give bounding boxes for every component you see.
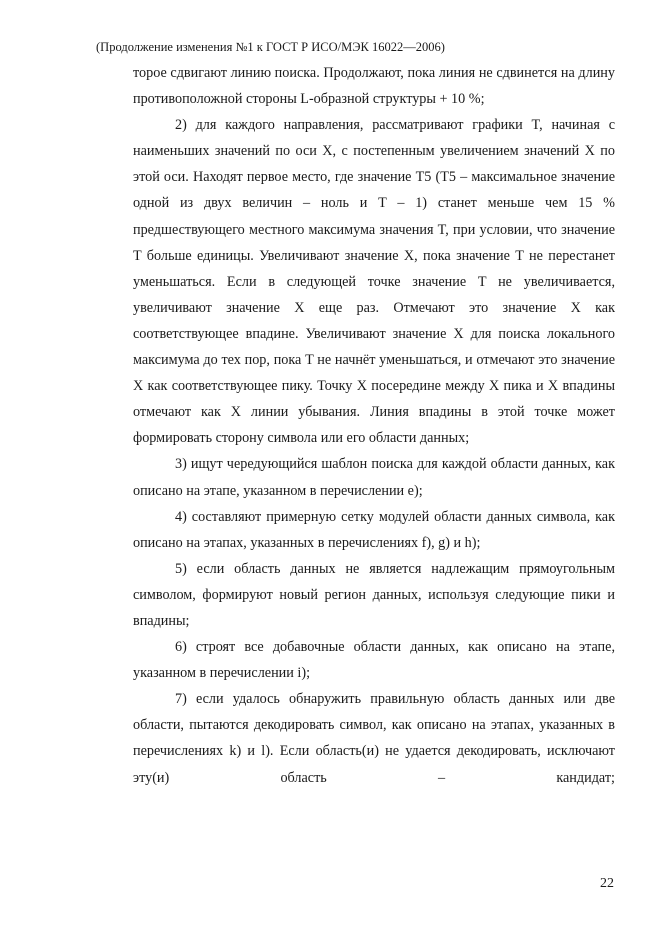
paragraph-step-3: 3) ищут чередующийся шаблон поиска для каждой области данных, как описано на этапе, указанном в перечислении e); [133,456,615,499]
paragraph-step-7: 7) если удалось обнаружить правильную область данных или две области, пытаются декодировать символ, как описано на этапах, указанных в перечислениях k) и l). Если область(и) не удается декодировать, исключают эту(и) область – кандидат; [133,691,615,786]
paragraph-step-2: 2) для каждого направления, рассматривают графики T, начиная с наименьших значений по оси X, с постепенным увеличением значений X по этой оси. Находят первое место, где значение T5 (T5 – максимальное значение одной из двух величин – ноль и T – 1) станет меньше чем 15 % предшествующего местного максимума значения T, при условии, что значение T больше единицы. Увеличивают значение X, пока значение T не перестанет уменьшаться. Если в следующей точке значение T не увеличивается, увеличивают значение X еще раз. Отмечают это значение X как соответствующее впадине. Увеличивают значение X для поиска локального максимума до тех пор, пока T не начнёт уменьшаться, и отмечают это значение X как соответствующее пику. Точку X посередине между X пика и X впадины отмечают как X линии убывания. Линия впадины в этой точке может формировать сторону символа или его области данных; [133,117,615,447]
paragraph-continuation: торое сдвигают линию поиска. Продолжают, пока линия не сдвинется на длину противоположной стороны L-образной структуры + 10 %; [133,65,615,108]
paragraph-step-5: 5) если область данных не является надлежащим прямоугольным символом, формируют новый регион данных, используя следующие пики и впадины; [133,560,615,629]
page-header: (Продолжение изменения №1 к ГОСТ Р ИСО/МЭК 16022—2006) [96,40,445,54]
paragraph-step-6: 6) строят все добавочные области данных, как описано на этапе, указанном в перечислении i); [133,639,615,682]
paragraph-step-4: 4) составляют примерную сетку модулей области данных символа, как описано на этапах, указанных в перечислениях f), g) и h); [133,508,615,551]
page-number: 22 [600,876,614,891]
document-body [133,60,615,791]
